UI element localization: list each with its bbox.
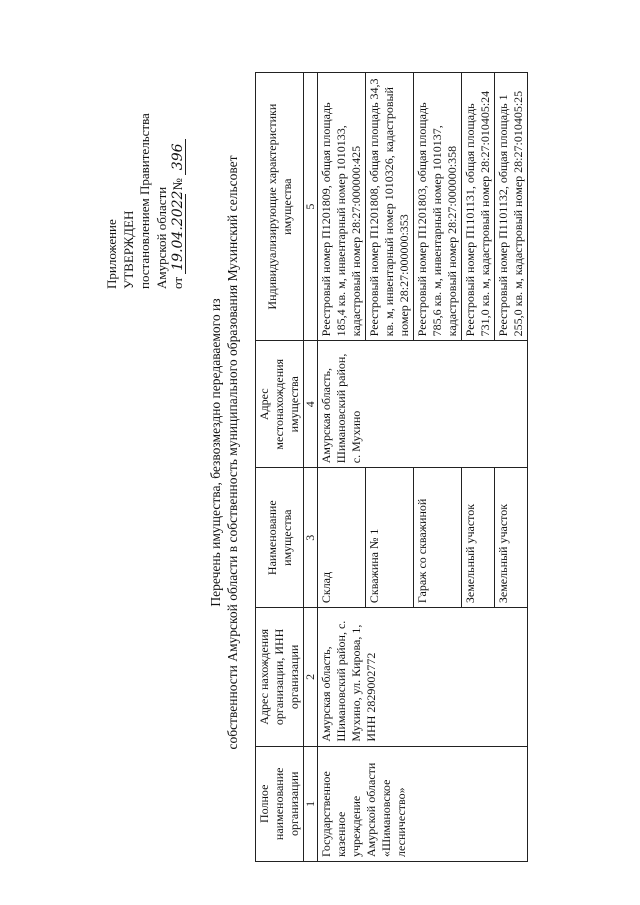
property-name-cell: Земельный участок: [495, 468, 528, 608]
column-number-row: [304, 73, 318, 862]
number-prefix: №: [170, 178, 185, 191]
approval-region-label: Амурской области: [153, 186, 169, 289]
header-property-name: Наименование имущества: [256, 468, 304, 608]
header-organization-name: Полное наименование организации: [256, 746, 304, 861]
approval-approved-label: УТВЕРЖДЕН: [120, 210, 136, 289]
property-name-cell: Склад: [318, 468, 366, 608]
header-organization-address: Адрес нахождения организации, ИНН организации: [256, 608, 304, 746]
property-name-cell: Земельный участок: [462, 468, 495, 608]
property-characteristics-cell: Реестровый номер П1101131, общая площадь 731,0 кв. м, кадастровый номер 28:27:010405:24: [462, 73, 495, 341]
header-property-address: Адрес местонахождения имущества: [256, 341, 304, 468]
approval-date-line: [170, 9, 187, 289]
organization-name-cell: Государственное казенное учреждение Амурской области «Шимановское лесничество»: [318, 746, 528, 861]
column-number: 4: [304, 341, 318, 468]
document-title-line-1: Перечень имущества, безвозмездно передаваемого из: [208, 298, 223, 607]
handwritten-date: 19.04.2022: [171, 194, 186, 274]
property-characteristics-cell: Реестровый номер П1201809, общая площадь 185,4 кв. м, инвентарный номер 1010133, кадастровый номер 28:27:000000:425: [318, 73, 366, 341]
property-name-cell: Скважина № 1: [366, 468, 414, 608]
property-address-cell: Амурская область, Шимановский район, с. Мухино: [318, 341, 528, 468]
date-prefix: от: [170, 276, 185, 289]
property-name-cell: Гараж со скважиной: [414, 468, 462, 608]
approval-appendix-label: Приложение: [104, 219, 119, 289]
table-row: [318, 73, 366, 862]
handwritten-number: 396: [171, 139, 186, 175]
property-list-table: [255, 72, 528, 862]
column-number: 2: [304, 608, 318, 746]
column-number: 3: [304, 468, 318, 608]
property-characteristics-cell: Реестровый номер П1201808, общая площадь 34,3 кв. м, инвентарный номер 1010326, кадастровый номер 28:27:000000:353: [366, 73, 414, 341]
column-number: 5: [304, 73, 318, 341]
header-property-characteristics: Индивидуализирующие характеристики имущества: [256, 73, 304, 341]
organization-address-cell: Амурская область, Шимановский район, с. Мухино, ул. Кирова, 1, ИНН 2829002772: [318, 608, 528, 746]
approval-stamp-block: [104, 9, 187, 289]
column-number: 1: [304, 746, 318, 861]
table-header-row: [256, 73, 304, 862]
property-characteristics-cell: Реестровый номер П1201803, общая площадь 785,6 кв. м, инвентарный номер 1010137, кадастровый номер 28:27:000000:358: [414, 73, 462, 341]
approval-resolution-label: постановлением Правительства: [137, 113, 152, 289]
property-characteristics-cell: Реестровый номер П1101132, общая площадь 1 255,0 кв. м, кадастровый номер 28:27:010405:25: [495, 73, 528, 341]
document-title-line-2: собственности Амурской области в собственность муниципального образования Мухинский сельсовет: [225, 155, 240, 750]
